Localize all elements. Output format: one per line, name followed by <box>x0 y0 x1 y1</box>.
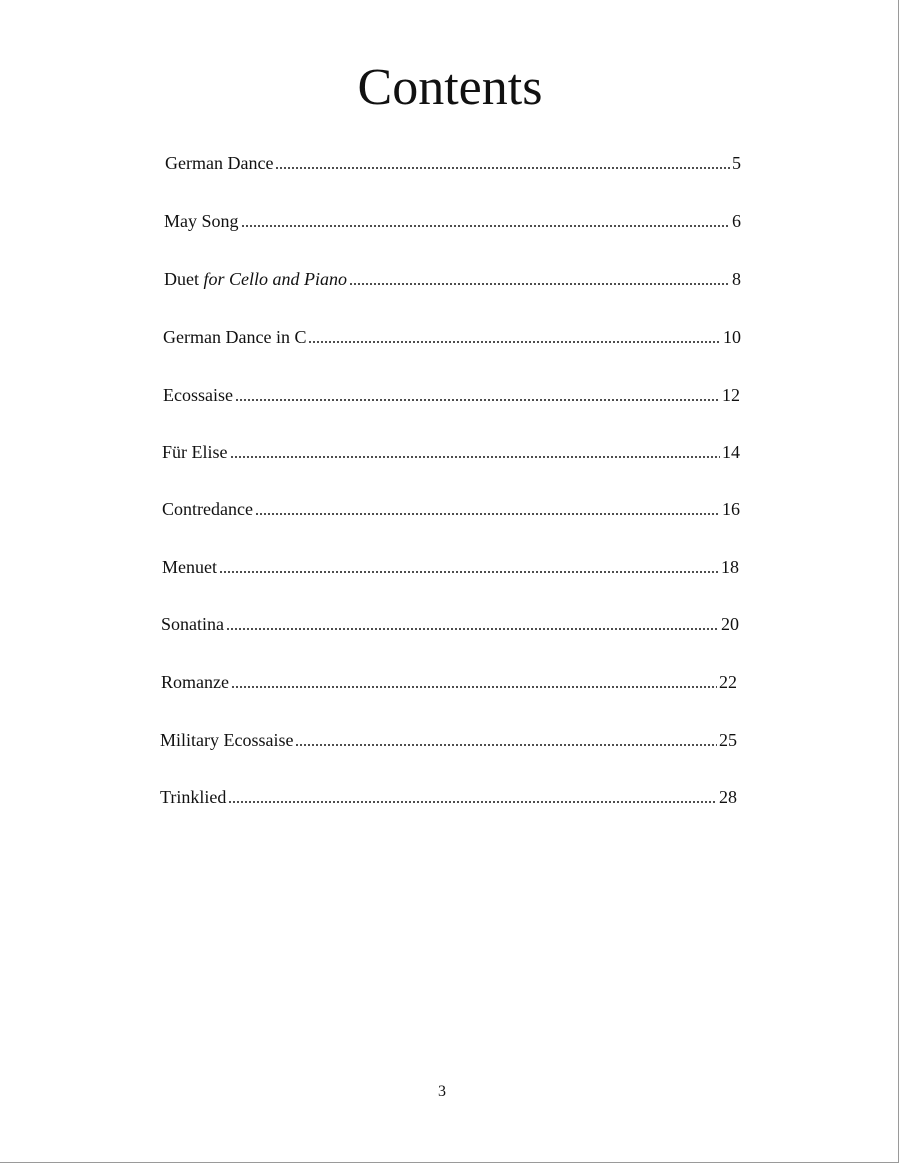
toc-entry-title: Trinklied <box>160 787 227 807</box>
toc-entry-page: 22 <box>719 672 737 692</box>
dot-leader <box>219 571 719 573</box>
toc-entry-title: Military Ecossaise <box>160 730 294 750</box>
dot-leader <box>275 167 730 169</box>
toc-entry-german-dance-in-c[interactable] <box>163 325 741 349</box>
toc-entry-title: Sonatina <box>161 614 224 634</box>
toc-entry-title: Romanze <box>161 672 229 692</box>
toc-entry-page: 25 <box>719 730 737 750</box>
toc-entry-military-ecossaise[interactable] <box>160 728 737 752</box>
toc-entry-german-dance[interactable] <box>165 151 741 175</box>
toc-entry-page: 14 <box>722 442 740 462</box>
toc-entry-page: 6 <box>732 211 741 231</box>
toc-entry-title: German Dance <box>165 153 274 173</box>
toc-entry-title-main: Duet <box>164 269 199 289</box>
toc-entry-page: 10 <box>723 327 741 347</box>
dot-leader <box>228 801 717 803</box>
toc-entry-page: 5 <box>732 153 741 173</box>
toc-entry-title-subtitle: for Cello and Piano <box>203 269 347 289</box>
toc-entry-title <box>164 267 347 291</box>
dot-leader <box>349 283 730 285</box>
toc-entry-title: Für Elise <box>162 442 228 462</box>
toc-entry-title: Ecossaise <box>163 385 233 405</box>
toc-entry-title: German Dance in C <box>163 327 307 347</box>
dot-leader <box>231 686 717 688</box>
page-number: 3 <box>438 1083 446 1100</box>
toc-entry-page: 8 <box>732 269 741 289</box>
dot-leader <box>235 399 720 401</box>
dot-leader <box>230 456 721 458</box>
dot-leader <box>226 628 719 630</box>
toc-entry-sonatina[interactable] <box>161 612 739 636</box>
toc-entry-may-song[interactable] <box>164 209 741 233</box>
toc-entry-page: 28 <box>719 787 737 807</box>
dot-leader <box>255 513 720 515</box>
toc-entry-page: 18 <box>721 557 739 577</box>
toc-entry-title: Contredance <box>162 499 253 519</box>
toc-entry-page: 16 <box>722 499 740 519</box>
toc-entry-title: May Song <box>164 211 239 231</box>
toc-entry-trinklied[interactable] <box>160 785 737 809</box>
toc-entry-menuet[interactable] <box>162 555 739 579</box>
dot-leader <box>295 744 717 746</box>
toc-entry-duet[interactable] <box>164 267 741 291</box>
toc-entry-title: Menuet <box>162 557 217 577</box>
toc-entry-page: 20 <box>721 614 739 634</box>
page-title: Contents <box>357 59 543 116</box>
toc-entry-ecossaise[interactable] <box>163 383 740 407</box>
toc-entry-page: 12 <box>722 385 740 405</box>
toc-entry-fur-elise[interactable] <box>162 440 740 464</box>
dot-leader <box>308 341 721 343</box>
dot-leader <box>241 225 730 227</box>
toc-entry-contredance[interactable] <box>162 497 740 521</box>
toc-entry-romanze[interactable] <box>161 670 737 694</box>
